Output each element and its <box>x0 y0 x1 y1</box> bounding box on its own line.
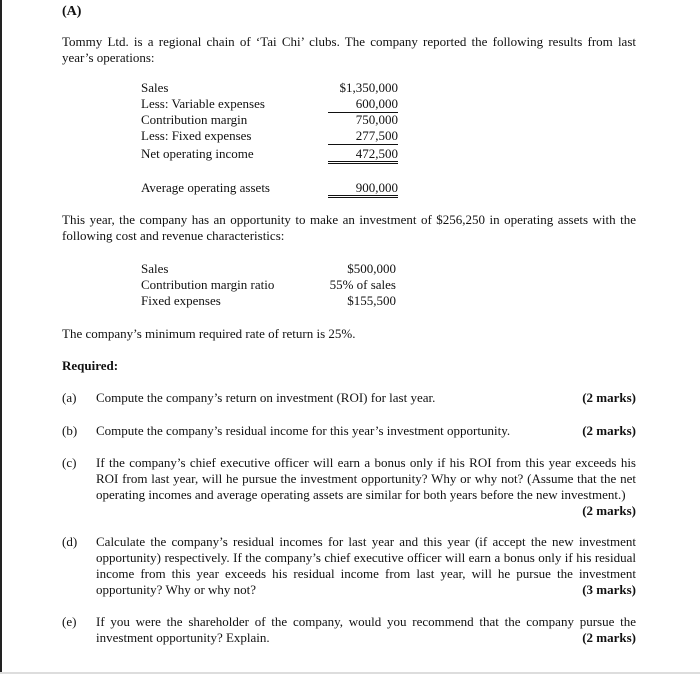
question-marks: (2 marks) <box>582 503 636 518</box>
row-value-fixed-expenses: 277,500 <box>328 128 398 145</box>
question-marks: (2 marks) <box>582 390 636 405</box>
row-label-sales: Sales <box>141 80 169 95</box>
row-label-average-operating-assets: Average operating assets <box>141 180 270 195</box>
row-label-fixed-expenses: Less: Fixed expenses <box>141 128 252 143</box>
question-marks: (2 marks) <box>582 630 636 645</box>
opp-value-fixed-expenses: $155,500 <box>347 293 396 308</box>
question-text: Compute the company’s return on investment (ROI) for last year. <box>96 390 436 405</box>
row-value-average-operating-assets: 900,000 <box>328 180 398 198</box>
question-number: (e) <box>62 614 77 629</box>
opp-label-sales: Sales <box>141 261 169 276</box>
row-label-net-operating-income: Net operating income <box>141 146 254 161</box>
opp-label-cm-ratio: Contribution margin ratio <box>141 277 275 292</box>
row-value-net-operating-income: 472,500 <box>328 146 398 164</box>
question-number: (d) <box>62 534 78 549</box>
question-text: Compute the company’s residual income for this year’s investment opportunity. <box>96 423 511 438</box>
row-value-variable-expenses: 600,000 <box>328 96 398 113</box>
opportunity-paragraph: This year, the company has an opportunity to make an investment of $256,250 in operating assets with the following cost and revenue characteristics: <box>62 212 636 243</box>
question-number: (b) <box>62 423 78 438</box>
row-label-variable-expenses: Less: Variable expenses <box>141 96 265 111</box>
opp-value-sales: $500,000 <box>347 261 396 276</box>
required-heading: Required: <box>62 358 119 373</box>
question-text: If you were the shareholder of the company, would you recommend that the company pursue the investment opportunity? Explain. <box>96 614 636 645</box>
page-left-border <box>0 0 2 674</box>
question-text: Calculate the company’s residual incomes for last year and this year (if accept the new investment opportunity) respectively. If the company’s chief executive officer will earn a bonus only if his residual income from this year exceeds his residual income from last year, will he pursue the investment opportunity? Why or why not? <box>96 534 636 597</box>
question-text: If the company’s chief executive officer will earn a bonus only if his ROI from this year exceeds his ROI from last year, will he pursue the investment opportunity? Why or why not? (Assume that the net operating incomes and average operating assets are similar for both years before the new investment.) <box>96 455 636 502</box>
row-label-contribution-margin: Contribution margin <box>141 112 248 127</box>
opp-label-fixed-expenses: Fixed expenses <box>141 293 221 308</box>
row-value-contribution-margin: 750,000 <box>355 112 398 127</box>
min-return-text: The company’s minimum required rate of return is 25%. <box>62 326 356 341</box>
question-marks: (3 marks) <box>582 582 636 597</box>
intro-paragraph: Tommy Ltd. is a regional chain of ‘Tai Chi’ clubs. The company reported the following results from last year’s operations: <box>62 34 636 65</box>
question-number: (a) <box>62 390 77 405</box>
opp-value-cm-ratio: 55% of sales <box>329 277 396 292</box>
question-marks: (2 marks) <box>582 423 636 438</box>
question-number: (c) <box>62 455 77 470</box>
row-value-sales: $1,350,000 <box>339 80 398 95</box>
section-label: (A) <box>62 4 82 19</box>
